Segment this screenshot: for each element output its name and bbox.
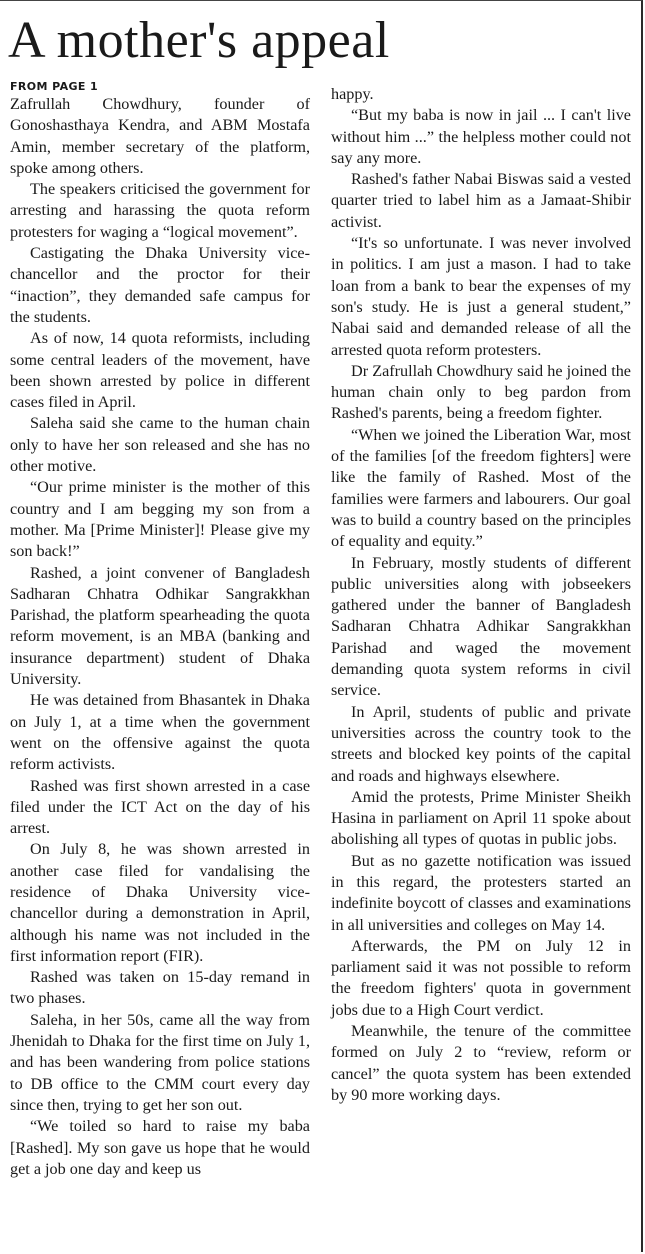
paragraph: Amid the protests, Prime Minister Sheikh Hasina in parliament on April 11 spoke about abolishing all types of quotas in public jobs. xyxy=(331,787,631,849)
paragraph: “We toiled so hard to raise my baba [Rashed]. My son gave us hope that he would get a job one day and keep us xyxy=(10,1117,310,1178)
paragraph: “But my baba is now in jail ... I can't live without him ...” the helpless mother could not say any more. xyxy=(331,106,631,167)
paragraph: Rashed's father Nabai Biswas said a vested quarter tried to label him as a Jamaat-Shibir activist. xyxy=(331,170,631,231)
paragraph: He was detained from Bhasantek in Dhaka on July 1, at a time when the government went on the offensive against the quota reform activists. xyxy=(10,691,310,774)
paragraph: In February, mostly students of different public universities along with jobseekers gathered under the banner of Bangladesh Sadharan Chhatra Adhikar Sangrakkhan Parishad and waged the movement demanding quota system reforms in civil service. xyxy=(331,553,631,700)
article-column-right xyxy=(331,84,631,1106)
paragraph: The speakers criticised the government for arresting and harassing the quota reform protesters for waging a “logical movement”. xyxy=(10,180,310,241)
paragraph: In April, students of public and private universities across the country took to the streets and blocked key points of the capital and roads and highways elsewhere. xyxy=(331,702,631,785)
paragraph: “Our prime minister is the mother of this country and I am begging my son from a mother. Ma [Prime Minister]! Please give my son back!” xyxy=(10,478,310,561)
paragraph: “It's so unfortunate. I was never involved in politics. I am just a mason. I had to take loan from a bank to bear the expenses of my son's study. He is just a general student,” Nabai said and demanded release of all the arrested quota reform protesters. xyxy=(331,234,631,359)
paragraph: Rashed, a joint convener of Bangladesh Sadharan Chhatra Odhikar Sangrakkhan Parishad, the platform spearheading the quota reform movement, is an MBA (banking and insurance department) student of Dhaka University. xyxy=(10,563,310,689)
article-column-left xyxy=(10,80,310,1180)
paragraph: happy. xyxy=(331,85,374,103)
paragraph: As of now, 14 quota reformists, including some central leaders of the movement, have been shown arrested by police in different cases filed in April. xyxy=(10,329,310,412)
paragraph: “When we joined the Liberation War, most of the families [of the freedom fighters] were like the family of Rashed. Most of the families were farmers and labourers. Our goal was to build a country based on the principles of equality and equity.” xyxy=(331,425,631,551)
paragraph: Saleha, in her 50s, came all the way from Jhenidah to Dhaka for the first time on July 1, and has been wandering from police stations to DB office to the CMM court every day since then, trying to get her son out. xyxy=(10,1010,310,1114)
paragraph: Dr Zafrullah Chowdhury said he joined the human chain only to beg pardon from Rashed's parents, being a freedom fighter. xyxy=(331,361,631,423)
paragraph: Afterwards, the PM on July 12 in parliament said it was not possible to reform the freedom fighters' quota in government jobs due to a High Court verdict. xyxy=(331,936,631,1019)
paragraph: Zafrullah Chowdhury, founder of Gonoshasthaya Kendra, and ABM Mostafa Amin, member secretary of the platform, spoke among others. xyxy=(10,95,310,177)
paragraph: On July 8, he was shown arrested in another case filed for vandalising the residence of Dhaka University vice-chancellor during a demonstration in April, although his name was not included in the first information report (FIR). xyxy=(10,840,310,965)
paragraph: But as no gazette notification was issued in this regard, the protesters started an indefinite boycott of classes and examinations in all universities and colleges on May 14. xyxy=(331,851,631,934)
headline: A mother's appeal xyxy=(8,12,390,69)
paragraph: Meanwhile, the tenure of the committee formed on July 2 to “review, reform or cancel” the quota system has been extended by 90 more working days. xyxy=(331,1022,631,1104)
paragraph: Rashed was first shown arrested in a case filed under the ICT Act on the day of his arrest. xyxy=(10,776,310,838)
paragraph: Castigating the Dhaka University vice-chancellor and the proctor for their “inaction”, they demanded safe campus for the students. xyxy=(10,244,310,326)
paragraph: Rashed was taken on 15-day remand in two phases. xyxy=(10,968,310,1008)
kicker-label: FROM PAGE 1 xyxy=(10,80,99,93)
paragraph: Saleha said she came to the human chain only to have her son released and she has no other motive. xyxy=(10,414,310,476)
